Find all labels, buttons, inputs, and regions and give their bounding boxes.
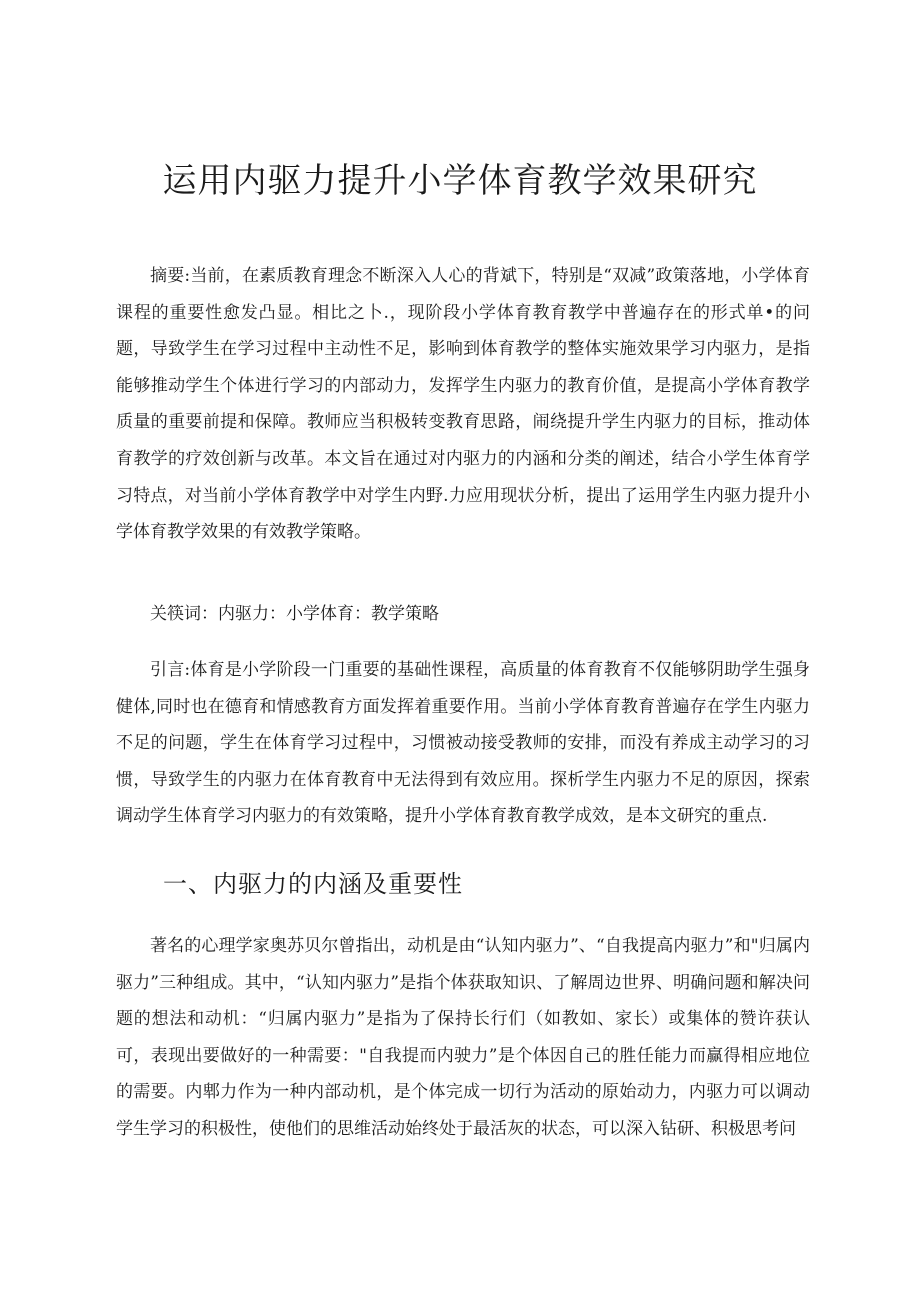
- introduction-paragraph: 引言:体育是小学阶段一门重要的基础性课程，高质量的体育教育不仅能够阴助学生强身健体,同时也在德育和情感教育方面发挥着重要作用。当前小学体育教育普遍存在学生内驱力不足的问题，学生在体育学习过程中，习惯被动接受教师的安排，而没有养成主动学习的习惯，导致学生的内驱力在体育教育中无法得到有效应用。探析学生内驱力不足的原因，探索调动学生体育学习内驱力的有效策略，提升小学体育教育教学成效，是本文研究的重点.: [116, 660, 810, 827]
- section-body-paragraph: 著名的心理学家奥苏贝尔曾指出，动机是由“认知内驱力”、“自我提高内驱力”和"归属内驱力”三种组成。其中，“认知内驱力”是指个体获取知识、了解周边世界、明确问题和解决问题的想法和动机：“归属内驱力”是指为了保持长行们（如教如、家长）或集体的赞许获认可，表现出要做好的一种需要："自我提而内驶力”是个体因自己的胜任能力而赢得相应地位的需要。内郫力作为一种内部动机，是个体完成一切行为活动的原始动力，内驱力可以调动学生学习的积极性，使他们的思维活动始终处于最活灰的状态，可以深入钻研、积极思考问: [116, 936, 810, 1139]
- section-heading: 一、内驱力的内涵及重要性: [163, 870, 463, 898]
- abstract-paragraph: 摘要:当前，在素质教育理念不断深入人心的背斌下，特别是“双减”政策落地，小学体育课程的重要性愈发凸显。相比之卜.，现阶段小学体育教育教学中普遍存在的形式单•的问题，导致学生在学习过程中主动性不足，影响到体育教学的整体实施效果学习内驱力，是指能够推动学生个体进行学习的内部动力，发挥学生内驱力的教育价值，是提高小学体育教学质量的重要前提和保障。教师应当积极转变教育思路，闹绕提升学生内驱力的目标，推动体育教学的疗效创新与改革。本文旨在通过对内驱力的内涵和分类的阐述，结合小学生体育学习特点，对当前小学体育教学中对学生内野.力应用现状分析，提出了运用学生内驱力提升小学体育教学效果的有效教学策略。: [116, 266, 810, 543]
- keywords-line: 关筷词：内驱力：小学体育：教学策略: [150, 604, 439, 624]
- document-title: 运用内驱力提升小学体育教学效果研究: [162, 161, 758, 201]
